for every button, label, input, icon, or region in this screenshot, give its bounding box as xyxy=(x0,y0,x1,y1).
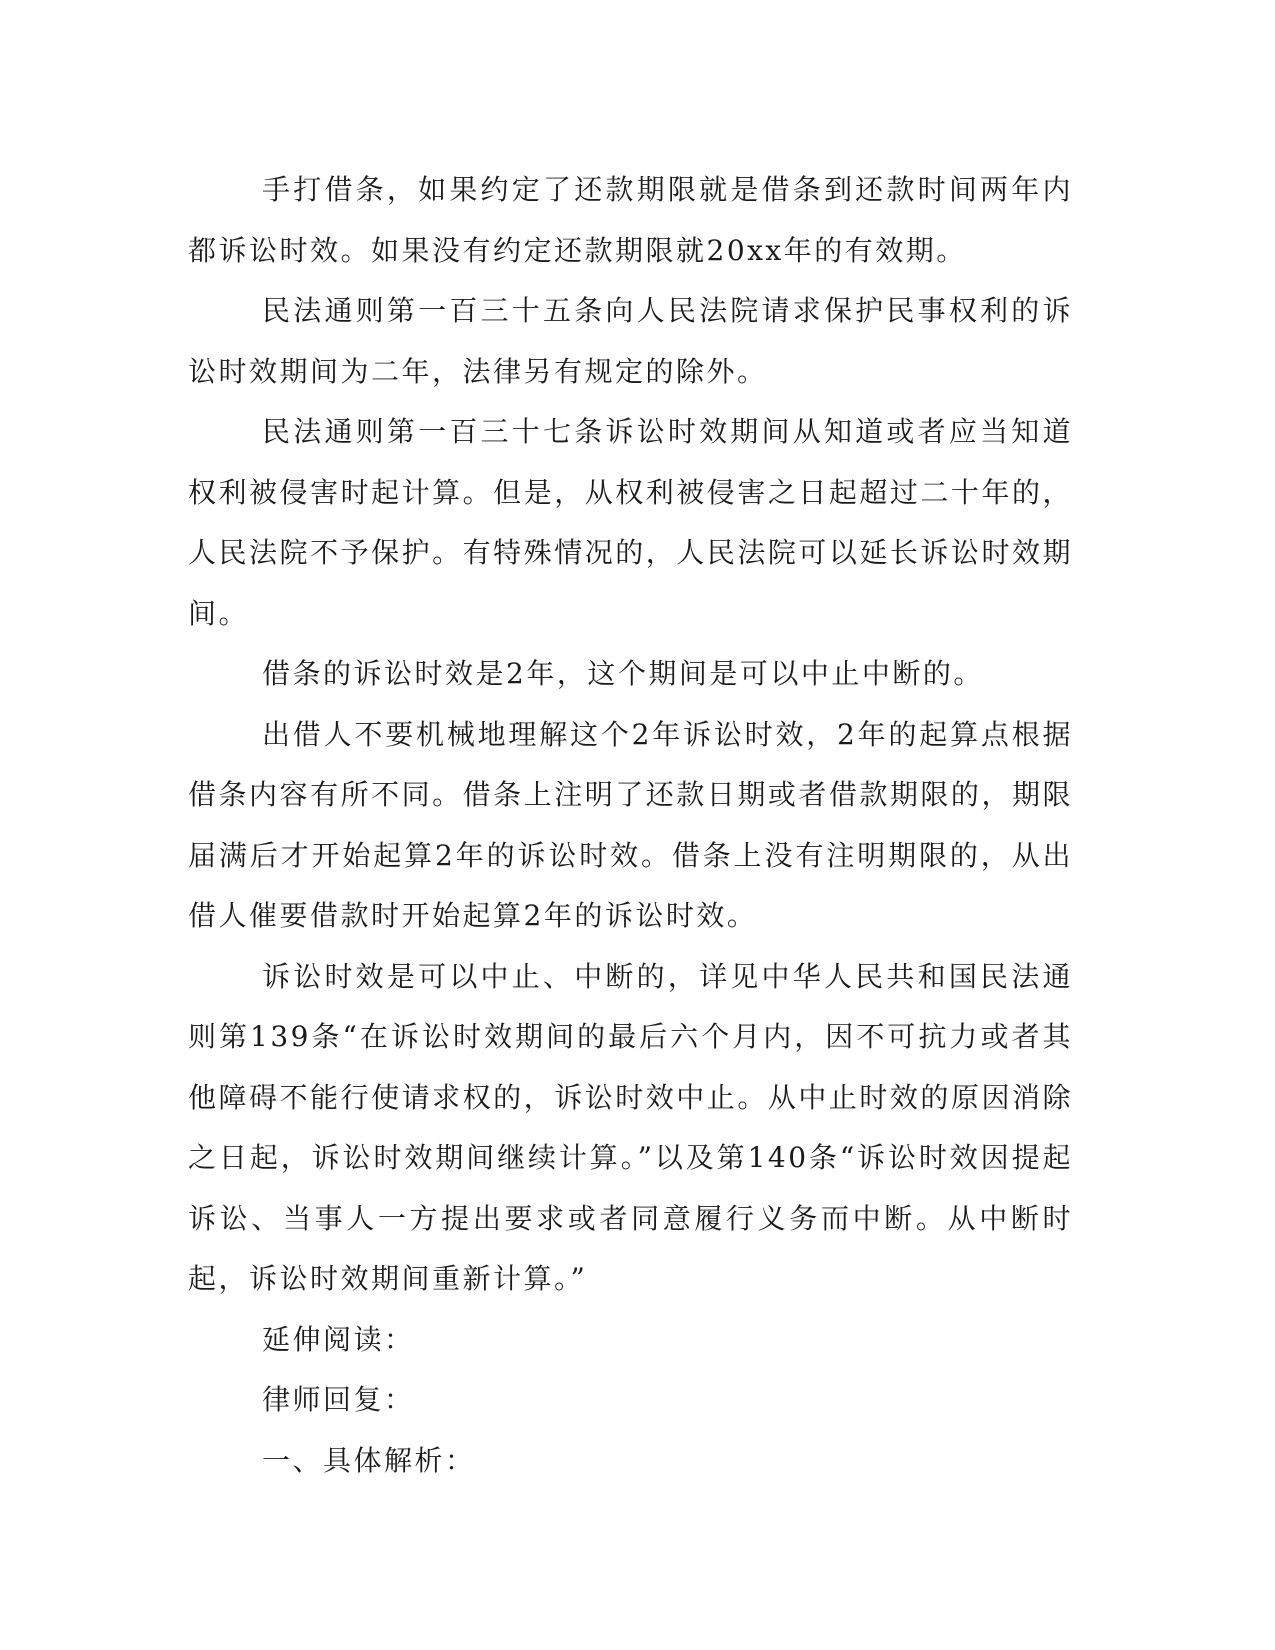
paragraph-6: 诉讼时效是可以中止、中断的，详见中华人民共和国民法通则第139条“在诉讼时效期间的最后六个月内，因不可抗力或者其他障碍不能行使请求权的，诉讼时效中止。从中止时效的原因消除之日起，诉讼时效期间继续计算。”以及第140条“诉讼时效因提起诉讼、当事人一方提出要求或者同意履行义务而中断。从中断时起，诉讼时效期间重新计算。” xyxy=(188,959,1073,1295)
paragraph-4: 借条的诉讼时效是2年，这个期间是可以中止中断的。 xyxy=(262,657,984,690)
paragraph-2: 民法通则第一百三十五条向人民法院请求保护民事权利的诉讼时效期间为二年，法律另有规定的除外。 xyxy=(188,294,1073,388)
paragraph-7: 延伸阅读： xyxy=(262,1322,415,1356)
paragraph-1: 手打借条，如果约定了还款期限就是借条到还款时间两年内都诉讼时效。如果没有约定还款期限就20xx年的有效期。 xyxy=(188,173,1073,267)
paragraph-5: 出借人不要机械地理解这个2年诉讼时效，2年的起算点根据借条内容有所不同。借条上注明了还款日期或者借款期限的，期限届满后才开始起算2年的诉讼时效。借条上没有注明期限的，从出借人催要借款时开始起算2年的诉讼时效。 xyxy=(188,717,1073,932)
paragraph-8: 律师回复： xyxy=(262,1383,415,1416)
paragraph-3: 民法通则第一百三十七条诉讼时效期间从知道或者应当知道权利被侵害时起计算。但是，从权利被侵害之日起超过二十年的，人民法院不予保护。有特殊情况的，人民法院可以延长诉讼时效期间。 xyxy=(188,415,1073,630)
paragraph-9: 一、具体解析： xyxy=(262,1443,476,1477)
document-body xyxy=(188,160,1073,1491)
